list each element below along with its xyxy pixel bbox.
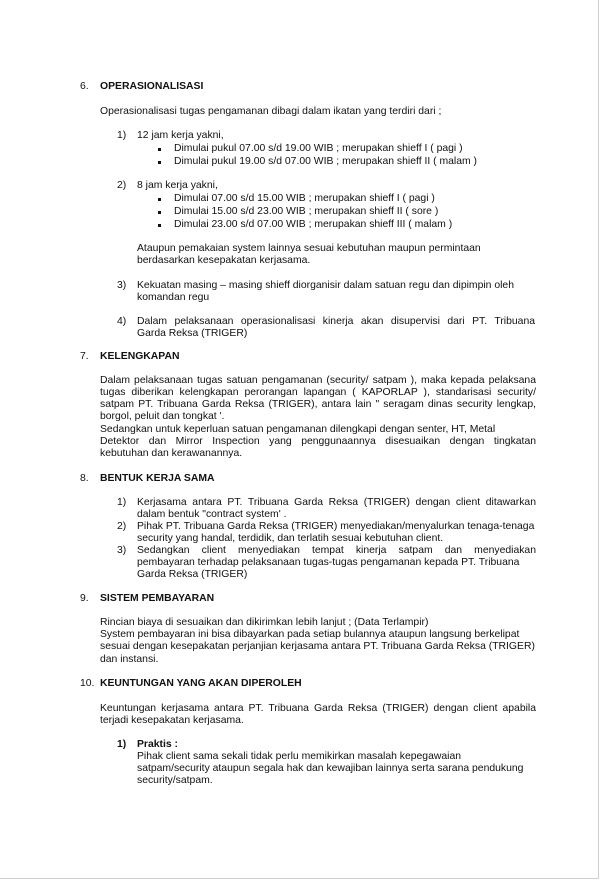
- bullet-icon: [158, 161, 161, 164]
- section-8-item1-line2: dalam bentuk "contract system' .: [137, 509, 287, 520]
- section-6-note-line2: berdasarkan kesepakatan kerjasama.: [137, 255, 311, 266]
- section-7-p2-line2: Detektor dan Mirror Inspection yang penggunaannya disesuaikan dengan tingkatan: [100, 436, 536, 447]
- section-8-item3-line1: Sedangkan client menyediakan tempat kinerja satpam dan menyediakan: [137, 545, 536, 556]
- section-10-line1: Keuntungan kerjasama antara PT. Tribuana Garda Reksa (TRIGER) dengan client apabila: [100, 703, 536, 714]
- section-8-number: 8.: [80, 473, 89, 484]
- section-10-number: 10.: [80, 678, 95, 689]
- bullet-icon: [158, 148, 161, 151]
- section-6-item2-bullet3: Dimulai 23.00 s/d 07.00 WIB ; merupakan shieff III ( malam ): [174, 219, 453, 230]
- section-6-item4-line1: Dalam pelaksanaan operasionalisasi kinerja akan disupervisi dari PT. Tribuana: [137, 316, 535, 327]
- section-8-item2-line2: security yang handal, terdidik, dan terlatih sesuai kebutuhan client.: [137, 533, 444, 544]
- section-9-title: SISTEM PEMBAYARAN: [100, 593, 215, 604]
- section-7-p1-line2: tugas diberikan kelengkapan perorangan lapangan ( KAPORLAP ), standarisasi security/: [100, 387, 536, 398]
- section-10-sub-line1: Pihak client sama sekali tidak perlu memikirkan masalah kepegawaian: [137, 751, 461, 762]
- section-9-number: 9.: [80, 593, 89, 604]
- section-6-item1-label: 12 jam kerja yakni,: [137, 130, 224, 141]
- bullet-icon: [158, 224, 161, 227]
- section-6-item2-bullet2: Dimulai 15.00 s/d 23.00 WIB ; merupakan shieff II ( sore ): [174, 206, 439, 217]
- section-9-line3: sesuai dengan kesepakatan perjanjian kerjasama antara PT. Tribuana Garda Reksa (TRIGER): [100, 641, 535, 652]
- bullet-icon: [158, 211, 161, 214]
- section-10-sub-title: Praktis :: [137, 739, 179, 750]
- section-7-p1-line3: satpam PT. Tribuana Garda Reksa (TRIGER), antara lain " seragam dinas security lengkap,: [100, 399, 536, 410]
- section-10-sub-number: 1): [117, 739, 127, 750]
- section-8-title: BENTUK KERJA SAMA: [100, 473, 215, 484]
- section-6-item2-number: 2): [117, 180, 127, 191]
- section-6-number: 6.: [80, 81, 89, 92]
- section-8-item3-line2: pembayaran terhadap pelaksanaan tugas-tugas pengamanan kepada PT. Tribuana: [137, 557, 520, 568]
- section-9-line2: System pembayaran ini bisa dibayarkan pada setiap bulannya ataupun langsung berkelipat: [100, 629, 520, 640]
- section-6-item2-bullet1: Dimulai 07.00 s/d 15.00 WIB ; merupakan shieff I ( pagi ): [174, 193, 435, 204]
- section-8-item3-number: 3): [117, 545, 127, 556]
- section-10-line2: terjadi kesepakatan kerjasama.: [100, 715, 244, 726]
- section-6-item1-number: 1): [117, 130, 127, 141]
- section-10-sub-line2: satpam/security ataupun segala hak dan kewajiban lainnya serta sarana pendukung: [137, 763, 524, 774]
- section-7-p2-line3: kebutuhan dan kerawanannya.: [100, 448, 243, 459]
- section-7-p1-line4: borgol, peluit dan tongkat '.: [100, 411, 225, 422]
- section-8-item3-line3: Garda Reksa (TRIGER): [137, 569, 248, 580]
- section-6-item1-bullet2: Dimulai pukul 19.00 s/d 07.00 WIB ; merupakan shieff II ( malam ): [174, 156, 478, 167]
- section-7-number: 7.: [80, 351, 89, 362]
- section-8-item1-line1: Kerjasama antara PT. Tribuana Garda Reksa (TRIGER) dengan client ditawarkan: [137, 497, 536, 508]
- section-6-note-line1: Ataupun pemakaian system lainnya sesuai kebutuhan maupun permintaan: [137, 243, 481, 254]
- section-8-item1-number: 1): [117, 497, 127, 508]
- section-6-intro: Operasionalisasi tugas pengamanan dibagi dalam ikatan yang terdiri dari ;: [100, 106, 442, 117]
- section-8-item2-line1: Pihak PT. Tribuana Garda Reksa (TRIGER) menyediakan/menyalurkan tenaga-tenaga: [137, 521, 535, 532]
- section-9-line4: dan instansi.: [100, 654, 159, 665]
- section-7-title: KELENGKAPAN: [100, 351, 180, 362]
- section-7-p2-line1: Sedangkan untuk keperluan satuan pengamanan dilengkapi dengan senter, HT, Metal: [100, 424, 496, 435]
- section-8-item2-number: 2): [117, 521, 127, 532]
- section-6-item3-number: 3): [117, 280, 127, 291]
- bullet-icon: [158, 198, 161, 201]
- section-7-p1-line1: Dalam pelaksanaan tugas satuan pengamanan (security/ satpam ), maka kepada pelaksana: [100, 375, 536, 386]
- section-6-item4-number: 4): [117, 316, 127, 327]
- section-10-title: KEUNTUNGAN YANG AKAN DIPEROLEH: [100, 678, 302, 689]
- section-6-title: OPERASIONALISASI: [100, 81, 204, 92]
- section-9-line1: Rincian biaya di sesuaikan dan dikirimkan lebih lanjut ; (Data Terlampir): [100, 617, 429, 628]
- section-6-item3-line1: Kekuatan masing – masing shieff diorganisir dalam satuan regu dan dipimpin oleh: [137, 280, 514, 291]
- section-6-item3-line2: komandan regu: [137, 292, 210, 303]
- section-6-item1-bullet1: Dimulai pukul 07.00 s/d 19.00 WIB ; merupakan shieff I ( pagi ): [174, 143, 463, 154]
- section-6-item2-label: 8 jam kerja yakni,: [137, 180, 218, 191]
- section-6-item4-line2: Garda Reksa (TRIGER): [137, 328, 248, 339]
- section-10-sub-line3: security/satpam.: [137, 775, 213, 786]
